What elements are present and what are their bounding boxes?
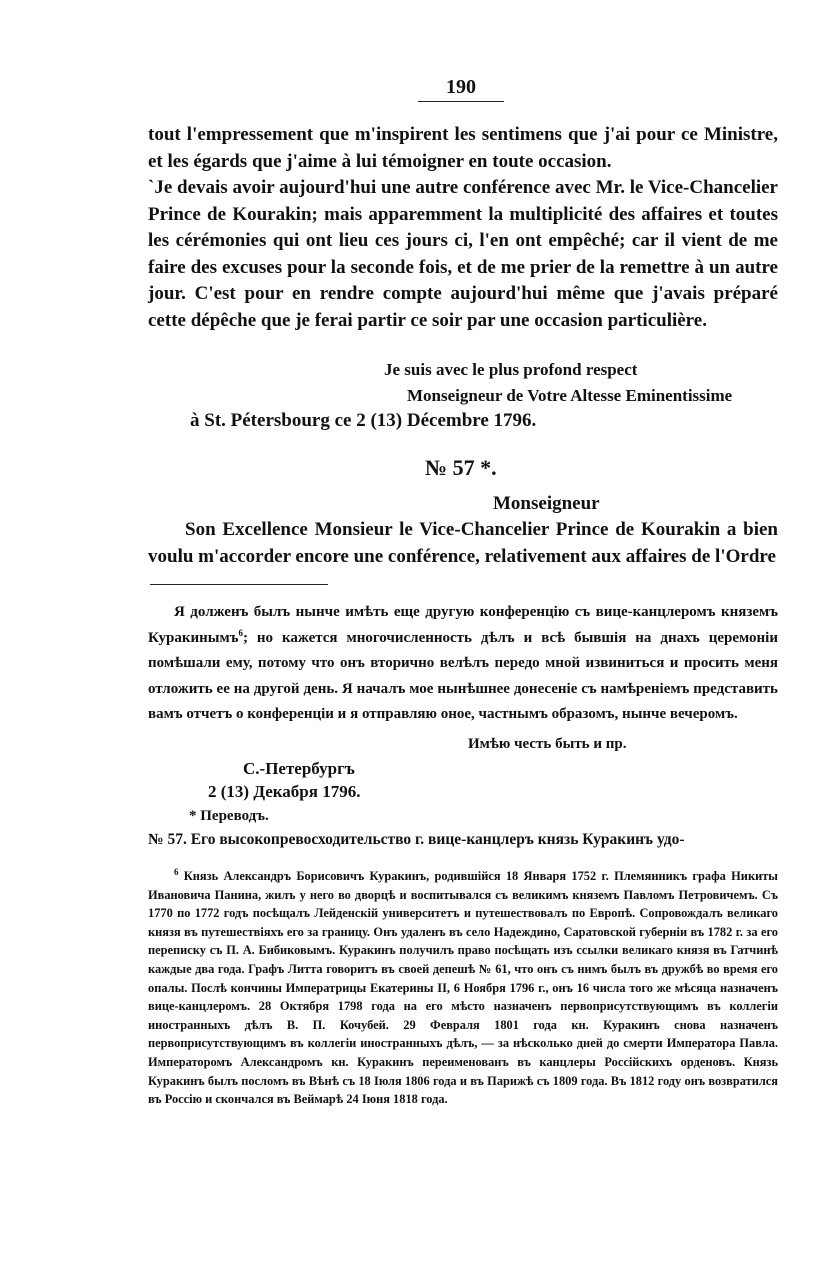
- russian-signature: Имѣю честь быть и пр.: [468, 736, 627, 752]
- french-paragraph-2-text: `Je devais avoir aujourd'hui une autre conférence avec Mr. le Vice-Chancelier Prince de Kourakin; mais apparemment la multiplicité des affaires et toutes les cérémonies qui ont lieu ces jours ci, l'en ont empêché; car il vient de me faire des excuses pour la seconde fois, et de me prier de la remettre à un autre jour. C'est pour en rendre compte aujourd'hui même que j'avais préparé cette dépêche que je ferai partir ce soir par une occasion particulière.: [148, 177, 778, 331]
- russian-date: 2 (13) Декабря 1796.: [208, 782, 361, 801]
- french-paragraph-1-text: tout l'empressement que m'inspirent les sentimens que j'ai pour ce Ministre, et les égards que j'aime à lui témoigner en toute occasion.: [148, 124, 778, 172]
- translation-marker: * Переводъ.: [189, 808, 269, 824]
- footnote: [148, 867, 778, 1109]
- closing-line-2: Monseigneur de Votre Altesse Eminentissime: [407, 386, 733, 405]
- russian-place: С.-Петербургъ: [243, 759, 355, 778]
- french-paragraph-2: [148, 175, 778, 335]
- footnote-separator-rule: [150, 584, 328, 585]
- next-document-start: № 57. Его высокопревосходительство г. вице-канцлеръ князь Куракинъ удо-: [148, 831, 685, 848]
- footnote-reference: 6: [238, 627, 243, 638]
- french-paragraph-3: Son Excellence Monsieur le Vice-Chancelier Prince de Kourakin a bien voulu m'accorder encore une conférence, relativement aux affaires de l'Ordre: [148, 519, 778, 567]
- salutation: Monseigneur: [493, 493, 600, 514]
- place-date: à St. Pétersbourg ce 2 (13) Décembre 1796.: [190, 410, 537, 431]
- closing-line-1: Je suis avec le plus profond respect: [384, 360, 638, 379]
- french-paragraph-1: [148, 122, 778, 175]
- footnote-marker: 6: [174, 866, 179, 877]
- russian-paragraph-part-2: ; но кажется многочисленность дѣлъ и всѣ бывшія на днахъ церемоніи помѣшали ему, потому что онъ вторично велѣлъ передо мной извиниться и просить меня отложить ее на другой день. Я началъ мое нынѣшнее донесеніе съ намѣреніемъ представить вамъ отчетъ о конференціи и я отправляю оное, частнымъ образомъ, нынче вечеромъ.: [148, 629, 778, 722]
- page-number: 190: [418, 76, 504, 102]
- russian-paragraph-part-1: Я долженъ былъ нынче имѣть еще другую конференцію съ вице-канцлеромъ княземъ Куракинымъ: [148, 604, 778, 646]
- document-number: № 57 *.: [425, 455, 497, 480]
- russian-paragraph: [148, 600, 778, 728]
- footnote-text: Князь Александръ Борисовичъ Куракинъ, родившійся 18 Января 1752 г. Племянникъ графа Никиты Ивановича Панина, жилъ у него во дворцѣ и воспитывался съ великимъ княземъ Павломъ Петровичемъ. Съ 1770 по 1772 годъ посѣщалъ Лейденскій университетъ и путешествовалъ по Европѣ. Сопровождалъ великаго князя въ путешествіяхъ его за границу. Онъ удаленъ въ село Надеждино, Саратовской губерніи въ 1782 г. за его переписку съ П. А. Бибиковымъ. Куракинъ получилъ право посѣщать изъ ссылки великаго князя въ Гатчинѣ каждые два года. Графъ Литта говоритъ въ своей депешѣ № 61, что онъ съ нимъ былъ въ дружбѣ во время его опалы. Послѣ кончины Императрицы Екатерины II, 6 Ноября 1796 г., онъ 16 числа того же мѣсяца назначенъ вице-канцлеромъ. 28 Октября 1798 года на его мѣсто назначенъ первоприсутствующимъ въ коллегіи иностранныхъ дѣлъ В. П. Кочубей. 29 Февраля 1801 года кн. Куракинъ снова назначенъ первоприсутствующимъ въ коллегіи иностранныхъ дѣлъ, — за нѣсколько дней до смерти Императора Павла. Императоромъ Александромъ кн. Куракинъ переименованъ въ канцлеры Россійскихъ орденовъ. Князь Куракинъ былъ посломъ въ Вѣнѣ съ 18 Іюля 1806 года и въ Парижѣ съ 1809 года. Въ 1812 году онъ возвратился въ Россію и скончался въ Веймарѣ 24 Іюня 1818 года.: [148, 869, 778, 1107]
